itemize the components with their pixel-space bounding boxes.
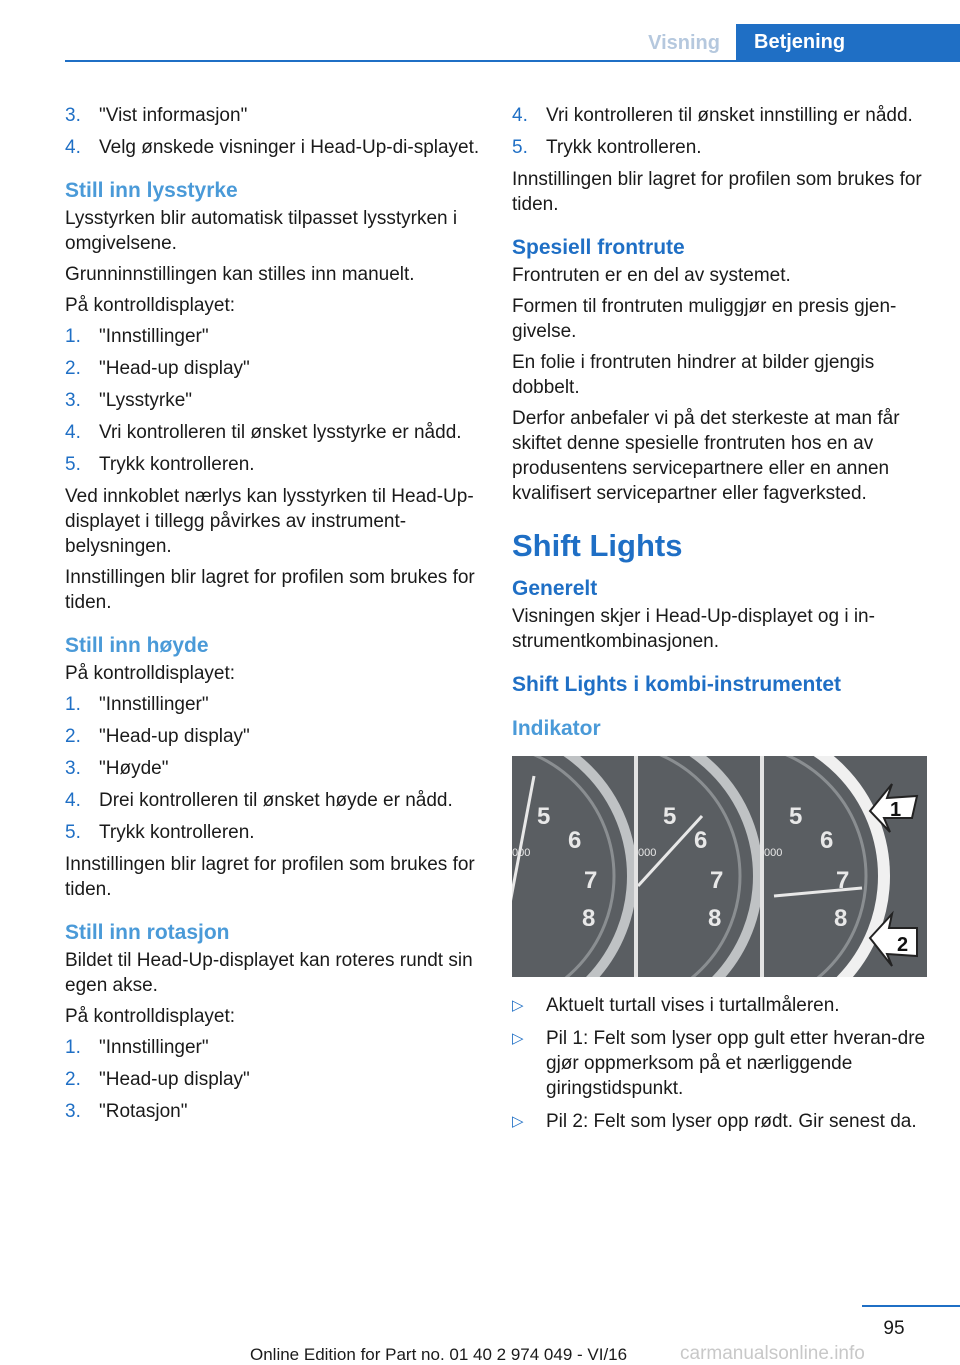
paragraph: Innstillingen blir lagret for profilen som brukes for tiden.	[512, 169, 922, 215]
list-item	[65, 452, 485, 477]
paragraph: En folie i frontruten hindrer at bilder gjengis dobbelt.	[512, 352, 875, 398]
bullet-text: Pil 1: Felt som lyser opp gult etter hveran-dre gjør oppmerksom på et nærliggende giringstidspunkt.	[546, 1028, 926, 1099]
list-item	[65, 135, 485, 160]
paragraph: Bildet til Head-Up-displayet kan roteres rundt sin egen akse.	[65, 950, 473, 996]
step-number: 5.	[65, 822, 81, 843]
paragraph: Frontruten er en del av systemet.	[512, 265, 791, 286]
bullet-text: Aktuelt turtall vises i turtallmåleren.	[546, 995, 840, 1016]
step-text: "Lysstyrke"	[99, 390, 193, 411]
list-item	[65, 1099, 485, 1124]
step-text: "Vist informasjon"	[99, 105, 248, 126]
list-item	[512, 1109, 927, 1134]
step-text: Trykk kontrolleren.	[99, 822, 255, 843]
triangle-bullet-icon: ▷	[512, 1113, 524, 1130]
paragraph: Grunninnstillingen kan stilles inn manuelt.	[65, 264, 415, 285]
paragraph: Innstillingen blir lagret for profilen som brukes for tiden.	[65, 567, 475, 613]
list-item	[65, 1035, 485, 1060]
paragraph: På kontrolldisplayet:	[65, 1006, 236, 1027]
step-text: "Head-up display"	[99, 726, 250, 747]
step-text: Vri kontrolleren til ønsket lysstyrke er nådd.	[99, 422, 462, 443]
step-number: 2.	[65, 1069, 81, 1090]
list-item	[65, 420, 485, 445]
gauge2-num-6: 6	[694, 827, 708, 854]
step-number: 3.	[65, 758, 81, 779]
paragraph: Innstillingen blir lagret for profilen som brukes for tiden.	[65, 854, 475, 900]
edition-note: Online Edition for Part no. 01 40 2 974 049 - VI/16	[250, 1345, 628, 1364]
step-number: 2.	[65, 358, 81, 379]
list-item	[512, 103, 927, 128]
triangle-bullet-icon: ▷	[512, 997, 524, 1014]
step-number: 3.	[65, 105, 81, 126]
gauge3-left-label: 000	[764, 847, 783, 859]
gauge1-num-6: 6	[568, 827, 582, 854]
paragraph: Formen til frontruten muliggjør en presis gjen-givelse.	[512, 296, 897, 342]
paragraph: Ved innkoblet nærlys kan lysstyrken til Head-Up-displayet i tillegg påvirkes av instrument-belysningen.	[65, 486, 474, 557]
header-tab-visning[interactable]: Visning	[648, 32, 720, 54]
list-item	[65, 820, 485, 845]
gauge2-num-5: 5	[663, 803, 677, 830]
list-item	[65, 356, 485, 381]
paragraph: På kontrolldisplayet:	[65, 295, 236, 316]
steps-top-left	[65, 103, 485, 160]
step-text: "Innstillinger"	[99, 1037, 209, 1058]
steps-height	[65, 692, 485, 845]
step-number: 4.	[65, 137, 81, 158]
step-text: Velg ønskede visninger i Head-Up-di-splayet.	[99, 137, 480, 158]
list-item	[65, 324, 485, 349]
list-item	[65, 724, 485, 749]
step-text: "Rotasjon"	[99, 1101, 188, 1122]
list-item	[512, 135, 927, 160]
chapter-title-shift-lights: Shift Lights	[512, 528, 683, 563]
bullets-indicator	[512, 993, 927, 1134]
section-title-kombi: Shift Lights i kombi-instrumentet	[512, 673, 841, 696]
step-text: "Head-up display"	[99, 358, 250, 379]
gauge3-num-5: 5	[789, 803, 803, 830]
section-title-height: Still inn høyde	[65, 634, 209, 657]
list-item	[512, 993, 927, 1018]
step-text: "Head-up display"	[99, 1069, 250, 1090]
paragraph: Visningen skjer i Head-Up-displayet og i in-strumentkombinasjonen.	[512, 606, 875, 652]
gauge1-left-label: 000	[512, 847, 531, 859]
steps-rotation	[65, 1035, 485, 1124]
step-number: 5.	[65, 454, 81, 475]
watermark: carmanualsonline.info	[680, 1343, 865, 1364]
step-number: 3.	[65, 390, 81, 411]
gauge1-num-7: 7	[584, 867, 598, 894]
section-title-windscreen: Spesiell frontrute	[512, 236, 685, 259]
gauge3-num-7: 7	[836, 867, 850, 894]
header-tab-betjening[interactable]: Betjening	[736, 24, 960, 62]
page-header	[0, 0, 960, 62]
list-item	[512, 1026, 927, 1101]
paragraph: Derfor anbefaler vi på det sterkeste at man får skiftet denne spesielle frontruten hos en av produsentens servicepartnere eller en annen kvalifisert servicepartner eller fagverksted.	[512, 408, 900, 504]
gauge3-num-8: 8	[834, 905, 848, 932]
subsection-title-indicator: Indikator	[512, 717, 601, 740]
paragraph: Lysstyrken blir automatisk tilpasset lysstyrken i omgivelsene.	[65, 208, 458, 254]
list-item	[65, 1067, 485, 1092]
step-number: 4.	[65, 790, 81, 811]
triangle-bullet-icon: ▷	[512, 1030, 524, 1047]
step-text: "Innstillinger"	[99, 326, 209, 347]
tachometer-illustration	[512, 756, 927, 977]
right-column	[512, 103, 927, 1142]
header-rule	[65, 60, 960, 62]
gauge2-num-8: 8	[708, 905, 722, 932]
footer-rule	[862, 1305, 960, 1307]
bullet-text: Pil 2: Felt som lyser opp rødt. Gir senest da.	[546, 1111, 917, 1132]
arrow-1-label: 1	[890, 799, 902, 821]
step-number: 4.	[65, 422, 81, 443]
step-number: 1.	[65, 1037, 81, 1058]
gauge1-num-8: 8	[582, 905, 596, 932]
step-text: Trykk kontrolleren.	[546, 137, 702, 158]
list-item	[65, 388, 485, 413]
list-item	[65, 756, 485, 781]
tachometer-figure	[512, 756, 927, 977]
list-item	[65, 692, 485, 717]
gauge2-num-7: 7	[710, 867, 724, 894]
step-number: 1.	[65, 326, 81, 347]
section-title-general: Generelt	[512, 577, 598, 600]
paragraph: På kontrolldisplayet:	[65, 663, 236, 684]
step-number: 4.	[512, 105, 528, 126]
step-number: 3.	[65, 1101, 81, 1122]
list-item	[65, 788, 485, 813]
gauge3-num-6: 6	[820, 827, 834, 854]
step-number: 5.	[512, 137, 528, 158]
step-text: Vri kontrolleren til ønsket innstilling er nådd.	[546, 105, 913, 126]
step-text: Drei kontrolleren til ønsket høyde er nådd.	[99, 790, 453, 811]
step-text: Trykk kontrolleren.	[99, 454, 255, 475]
step-text: "Høyde"	[99, 758, 169, 779]
steps-brightness	[65, 324, 485, 477]
step-text: "Innstillinger"	[99, 694, 209, 715]
left-column	[65, 103, 485, 1131]
gauge2-left-label: 000	[638, 847, 657, 859]
steps-top-right	[512, 103, 927, 160]
section-title-brightness: Still inn lysstyrke	[65, 179, 238, 202]
gauge-panel-1	[512, 756, 634, 977]
gauge1-num-5: 5	[537, 803, 551, 830]
page-number: 95	[883, 1318, 905, 1339]
list-item	[65, 103, 485, 128]
section-title-rotation: Still inn rotasjon	[65, 921, 230, 944]
step-number: 2.	[65, 726, 81, 747]
step-number: 1.	[65, 694, 81, 715]
arrow-2-label: 2	[897, 934, 909, 956]
